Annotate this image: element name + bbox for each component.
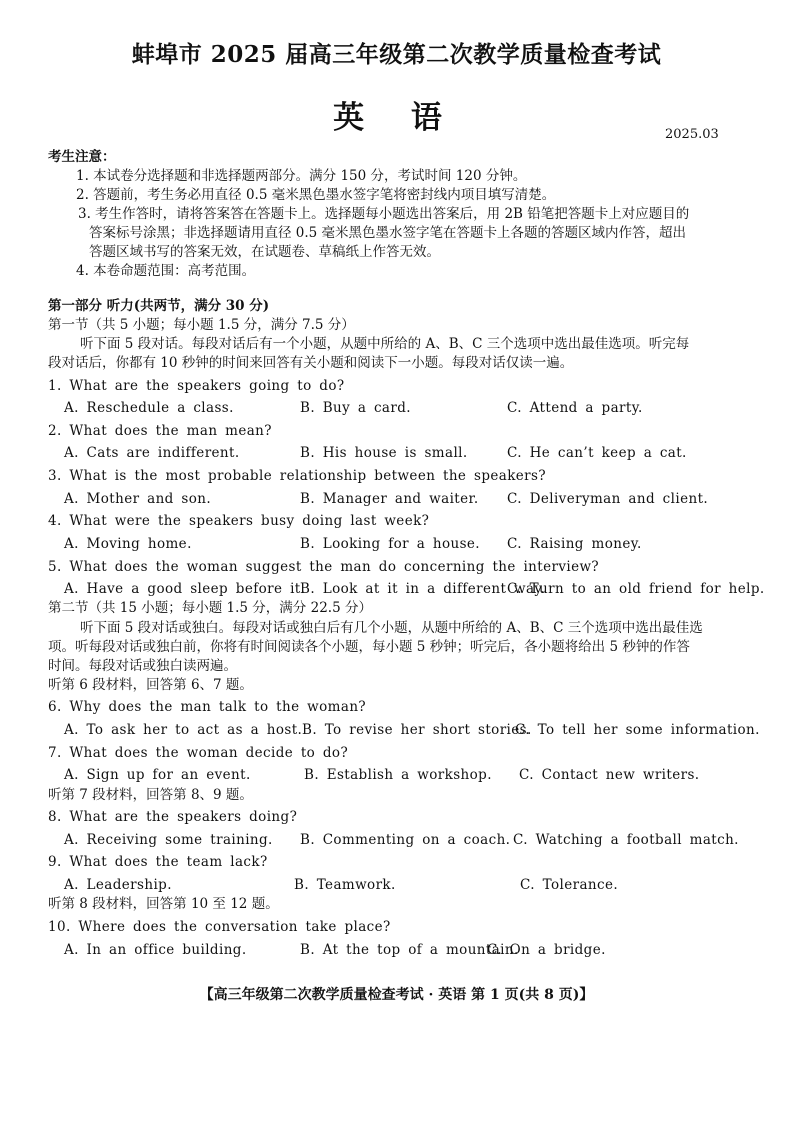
question-3-option-c: C. Deliveryman and client. <box>507 491 709 507</box>
question-9-option-a: A. Leadership. <box>64 877 172 893</box>
section2-instructions-1: 听下面 5 段对话或独白。每段对话或独白后有几个小题，从题中所给的 A、B、C 三个选项中选出最佳选 <box>80 620 703 636</box>
material-note-7: 听第 7 段材料，回答第 8、9 题。 <box>48 787 253 803</box>
question-2-option-b: B. His house is small. <box>300 445 468 461</box>
question-3-option-a: A. Mother and son. <box>64 491 212 507</box>
subject-title: 英 语 <box>333 100 460 136</box>
question-7-option-c: C. Contact new writers. <box>519 767 700 783</box>
question-5-option-c: C. Turn to an old friend for help. <box>507 581 765 597</box>
section1-instructions-2: 段对话后，你都有 10 秒钟的时间来回答有关小题和阅读下一小题。每段对话仅读一遍。 <box>48 355 574 371</box>
question-4-option-b: B. Looking for a house. <box>300 536 480 552</box>
section2-instructions-3: 时间。每段对话或独白读两遍。 <box>48 658 237 674</box>
material-note-6: 听第 6 段材料，回答第 6、7 题。 <box>48 677 253 693</box>
question-2-option-a: A. Cats are indifferent. <box>64 445 240 461</box>
question-1-option-c: C. Attend a party. <box>507 400 643 416</box>
notice-item-2: 2. 答题前，考生务必用直径 0.5 毫米黑色墨水签字笔将密封线内项目填写清楚。 <box>76 187 556 203</box>
question-7-stem: 7. What does the woman decide to do? <box>48 745 349 761</box>
question-6-option-b: B. To revise her short stories. <box>302 722 532 738</box>
notice-item-1: 1. 本试卷分选择题和非选择题两部分。满分 150 分，考试时间 120 分钟。 <box>76 168 527 184</box>
notice-item-3-cont-2: 答题区域书写的答案无效，在试题卷、草稿纸上作答无效。 <box>89 244 440 260</box>
material-note-8: 听第 8 段材料，回答第 10 至 12 题。 <box>48 896 279 912</box>
section2-instructions-2: 项。听每段对话或独白前，你将有时间阅读各个小题，每小题 5 秒钟；听完后，各小题将给出 5 秒钟的作答 <box>48 639 690 655</box>
question-9-option-b: B. Teamwork. <box>294 877 396 893</box>
question-6-option-c: C. To tell her some information. <box>515 722 760 738</box>
question-3-stem: 3. What is the most probable relationship between the speakers? <box>48 468 546 484</box>
question-1-option-a: A. Reschedule a class. <box>64 400 234 416</box>
question-5-option-a: A. Have a good sleep before it. <box>64 581 306 597</box>
question-8-option-b: B. Commenting on a coach. <box>300 832 511 848</box>
question-8-option-a: A. Receiving some training. <box>64 832 273 848</box>
notice-item-3: 3. 考生作答时，请将答案答在答题卡上。选择题每小题选出答案后，用 2B 铅笔把答题卡上对应题目的 <box>78 206 690 222</box>
part1-heading: 第一部分 听力(共两节，满分 30 分) <box>48 298 270 314</box>
question-10-option-b: B. At the top of a mountain. <box>300 942 519 958</box>
notice-item-4: 4. 本卷命题范围：高考范围。 <box>76 263 256 279</box>
question-8-stem: 8. What are the speakers doing? <box>48 809 298 825</box>
notice-heading: 考生注意： <box>48 149 116 165</box>
question-4-stem: 4. What were the speakers busy doing last week? <box>48 513 430 529</box>
exam-title: 蚌埠市 2025 届高三年级第二次教学质量检查考试 <box>131 41 662 68</box>
question-10-option-a: A. In an office building. <box>64 942 247 958</box>
page-footer: 【高三年级第二次教学质量检查考试 · 英语 第 1 页(共 8 页)】 <box>199 987 594 1003</box>
question-1-option-b: B. Buy a card. <box>300 400 411 416</box>
question-9-stem: 9. What does the team lack? <box>48 854 268 870</box>
question-5-stem: 5. What does the woman suggest the man do concerning the interview? <box>48 559 600 575</box>
question-6-option-a: A. To ask her to act as a host. <box>64 722 303 738</box>
section1-instructions-1: 听下面 5 段对话。每段对话后有一个小题，从题中所给的 A、B、C 三个选项中选出最佳选项。听完每 <box>80 336 690 352</box>
exam-date: 2025.03 <box>665 127 719 142</box>
question-7-option-a: A. Sign up for an event. <box>64 767 251 783</box>
notice-item-3-cont-1: 答案标号涂黑；非选择题请用直径 0.5 毫米黑色墨水签字笔在答题卡上各题的答题区域内作答，超出 <box>89 225 687 241</box>
section2-heading: 第二节（共 15 小题；每小题 1.5 分，满分 22.5 分） <box>48 600 372 616</box>
question-2-stem: 2. What does the man mean? <box>48 423 272 439</box>
question-6-stem: 6. Why does the man talk to the woman? <box>48 699 367 715</box>
question-3-option-b: B. Manager and waiter. <box>300 491 479 507</box>
question-10-option-c: C. On a bridge. <box>487 942 606 958</box>
question-7-option-b: B. Establish a workshop. <box>304 767 492 783</box>
question-10-stem: 10. Where does the conversation take place? <box>48 919 391 935</box>
section1-heading: 第一节（共 5 小题；每小题 1.5 分，满分 7.5 分） <box>48 317 355 333</box>
question-1-stem: 1. What are the speakers going to do? <box>48 378 345 394</box>
question-8-option-c: C. Watching a football match. <box>513 832 739 848</box>
question-9-option-c: C. Tolerance. <box>520 877 619 893</box>
question-5-option-b: B. Look at it in a different way. <box>300 581 546 597</box>
question-4-option-c: C. Raising money. <box>507 536 642 552</box>
question-4-option-a: A. Moving home. <box>64 536 192 552</box>
question-2-option-c: C. He can’t keep a cat. <box>507 445 687 461</box>
